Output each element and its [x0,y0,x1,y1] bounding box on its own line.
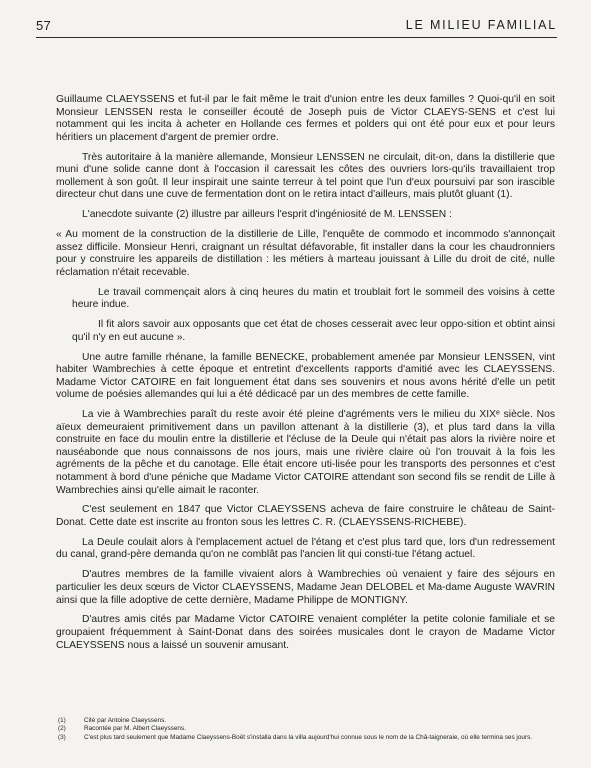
footnote-text: C'est plus tard seulement que Madame Claeyssens-Boët s'installa dans la villa aujourd'hui connue sous le nom de la Châ-taigneraie, où elle termina ses jours. [84,733,533,741]
block-quote [56,229,555,344]
quote-paragraph: Le travail commençait alors à cinq heures du matin et troublait fort le sommeil des voisins à cette heure indue. [72,286,555,311]
paragraph: C'est seulement en 1847 que Victor CLAEYSSENS acheva de faire construire le château de Saint-Donat. Cette date est inscrite au fronton sous les lettres C. R. (CLAEYSSENS-RICHEBE). [56,504,555,528]
paragraph: La Deule coulait alors à l'emplacement actuel de l'étang et c'est plus tard que, lors d'un redressement du canal, grand-père demanda qu'on ne comblât pas l'ancien lit qui consti-tue l'étang actuel. [56,536,555,561]
paragraph: D'autres amis cités par Madame Victor CATOIRE venaient compléter la petite colonie familiale et se groupaient fréquemment à Saint-Donat dans des soirées musicales dont le crayon de Madame Victor CLAEYSSENS nous a laissé un souvenir amusant. [56,614,555,651]
footnotes [58,717,557,742]
footnote-text: Cité par Antoine Claeyssens. [84,717,167,724]
paragraph: Une autre famille rhénane, la famille BENECKE, probablement amenée par Monsieur LENSSEN, vint habiter Wambrechies à cette époque et entretint d'excellents rapports d'amitié avec les CLAEYSSENS. Madame Victor CATOIRE en fait longuement état dans ses souvenirs et nous avons hérité d'elle un petit volume de poésies allemandes qui lui a été dédicacé par un des membres de cette famille. [56,351,555,401]
paragraph: Guillaume CLAEYSSENS et fut-il par le fait même le trait d'union entre les deux familles ? Quoi-qu'il en soit Monsieur LENSSEN resta le conseiller écouté de Joseph puis de Victor CLAEYS-SENS et c'est lui notamment qui les incita à acheter en Hollande ces fermes et polders qui ont été pour eux et pour leurs héritiers un placement d'argent de premier ordre. [56,94,555,143]
quote-paragraph: « Au moment de la construction de la distillerie de Lille, l'enquête de commodo et incommodo s'annonçait assez difficile. Monsieur Henri, craignant un résultat défavorable, fit installer dans la cour les chaudronniers pour y construire les appareils de distillation : les métiers à marteau jouissant à Lille du droit de cité, nulle réclamation n'était recevable. [56,229,555,278]
page-number: 57 [36,18,52,33]
footnote-text: Racontée par M. Albert Claeyssens. [84,725,186,733]
paragraph: La vie à Wambrechies paraît du reste avoir été pleine d'agréments vers le milieu du XIXᵉ siècle. Nos aïeux demeuraient primitivement dans un pavillon attenant à la distillerie (3), et plus tard dans la villa construite en face du moulin entre la distillerie et l'écluse de la Deule qui n'était pas alors la rivière noire et nauséabonde que nous connaissons de nos jours, mais une rivière claire où l'on trouvait à la fois les agréments de la pêche et du canotage. Elle était encore uti-lisée pour les transports des personnes et c'est notamment à bord d'une péniche que Madame Victor CATOIRE attendant son second fils se rendit de Lille à Wambrechies ainsi qu'elle aimait le raconter. [56,409,555,496]
page-header [36,18,557,40]
footnote-number: (2) [58,725,66,733]
footnote [58,725,557,733]
footnote [58,717,557,725]
paragraph: L'anecdote suivante (2) illustre par ailleurs l'esprit d'ingéniosité de M. LENSSEN : [82,209,452,221]
footnote [58,734,557,742]
footnote-number: (3) [58,733,66,741]
quote-paragraph: Il fit alors savoir aux opposants que cet état de choses cesserait avec leur oppo-sition et obtint ainsi qu'il n'y en eut aucune ». [72,319,555,343]
footnote-number: (1) [58,717,66,724]
paragraph: Très autoritaire à la manière allemande, Monsieur LENSSEN ne circulait, dit-on, dans la distillerie que muni d'une solide canne dont à l'occasion il caressait les côtes des ouvriers lors-qu'ils travaillaient trop mollement à son goût. Il leur inspirait une sainte terreur à tel point que l'un d'eux poursuivi par son irascible directeur chut dans une cuve de fermentation dont on le retira intact d'ailleurs, mais plutôt gluant (1). [56,151,555,201]
header-rule [36,37,557,38]
running-title: LE MILIEU FAMILIAL [405,18,557,32]
paragraph: D'autres membres de la famille vivaient alors à Wambrechies où venaient y faire des séjours en particulier les deux sœurs de Victor CLAEYSSENS, Madame Jean DELOBEL et Ma-dame Auguste WAVRIN ainsi que la fille adoptive de cette dernière, Madame Philippe de MONTIGNY. [56,569,555,606]
body-text [56,94,555,659]
